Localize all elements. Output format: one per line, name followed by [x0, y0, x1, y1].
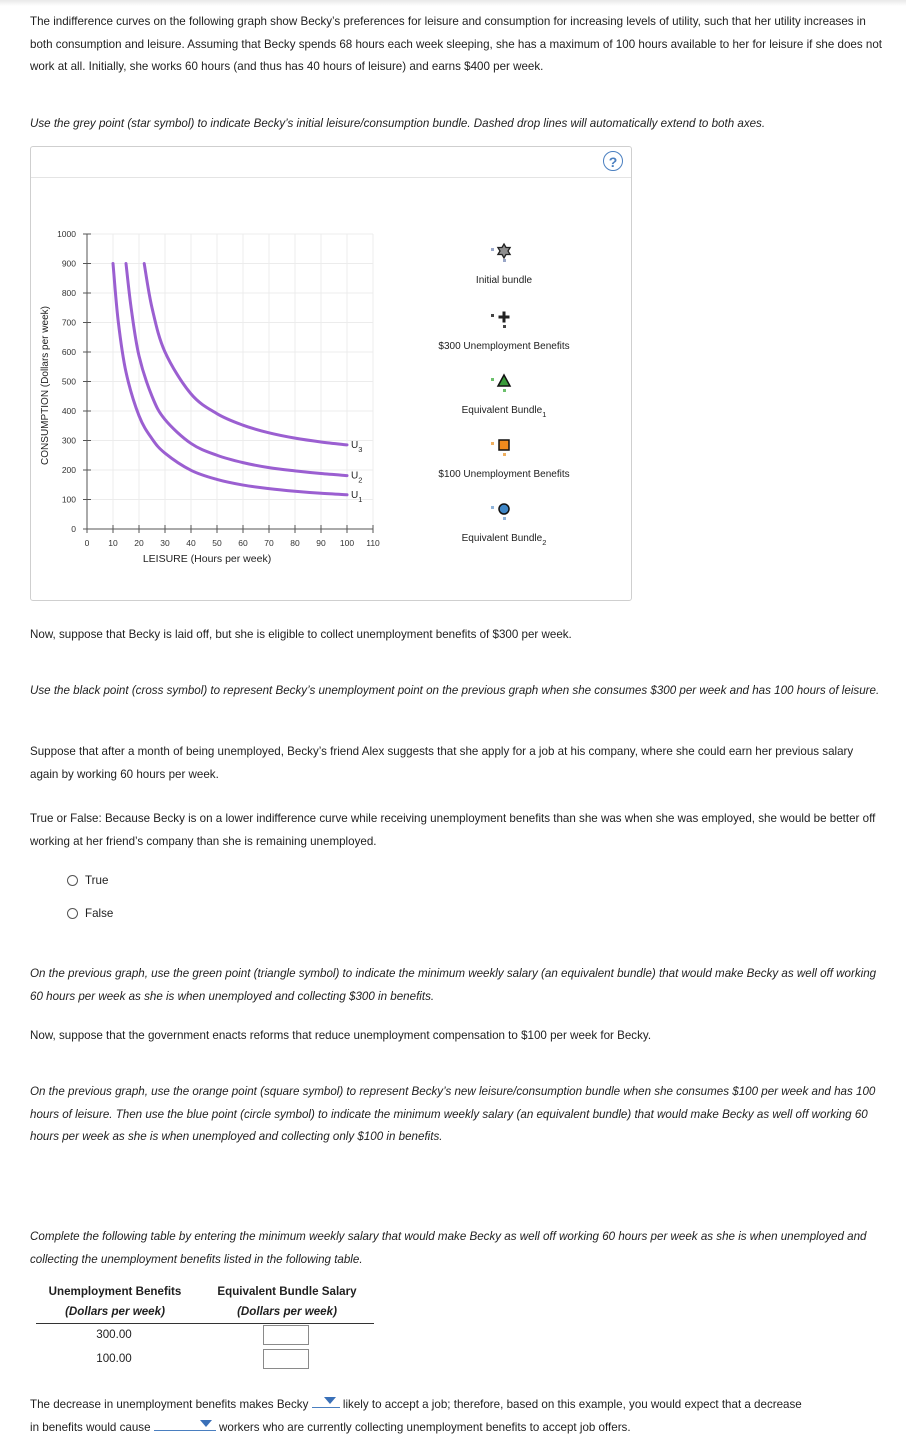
chevron-down-icon: [200, 1420, 212, 1427]
palette-tag-mark: [503, 325, 506, 328]
radio-true[interactable]: [67, 874, 108, 887]
y-tick-label: 200: [61, 465, 76, 475]
instruction-orange-blue-points: On the previous graph, use the orange point (square symbol) to represent Becky’s new leisure/consumption bundle when she consumes $100 per week and has 100 hours of leisure. Then use the blue point (circle symbol) to indicate the minimum weekly salary (an equivalent bundle) that would make Becky as well off working 60 hours per week as she is when unemployed and collecting only $100 in benefits.: [30, 1085, 876, 1143]
intro-text: The indifference curves on the following graph show Becky’s preferences for leisure and consumption for increasing levels of utility, such that her utility increases in both consumption and leisure. Assuming that Becky spends 68 hours each week sleeping, she has a maximum of 100 hours available to her for leisure if she does not work at all. Initially, she works 60 hours (and thus has 40 hours of leisure) and earns $400 per week.: [30, 15, 882, 73]
table-divider: [36, 1323, 374, 1324]
chevron-down-icon: [324, 1397, 336, 1404]
conclusion-text: [30, 1394, 882, 1439]
x-tick-label: 30: [160, 538, 170, 548]
star-icon: [498, 244, 510, 258]
graph-panel: [30, 146, 632, 601]
table-header-salary: [204, 1282, 370, 1322]
palette-cross-tool[interactable]: [491, 312, 510, 329]
triangle-icon: [498, 375, 510, 386]
worker-effect-dropdown[interactable]: [154, 1418, 216, 1431]
x-tick-label: 0: [84, 538, 90, 548]
y-tick-label: 600: [61, 347, 76, 357]
friend-offer-text: Suppose that after a month of being unemployed, Becky’s friend Alex suggests that she apply for a job at his company, where she could earn her previous salary again by working 60 hours per week.: [30, 745, 854, 781]
laid-off-text: Now, suppose that Becky is laid off, but she is eligible to collect unemployment benefits of $300 per week.: [30, 628, 572, 641]
square-icon: [499, 440, 509, 450]
indifference-curve-u2[interactable]: [126, 264, 347, 476]
x-axis-label: LEISURE (Hours per week): [142, 553, 272, 565]
palette-label: $100 Unemployment Benefits: [438, 469, 570, 480]
y-tick-label: 700: [61, 317, 76, 328]
top-shadow: [0, 0, 906, 6]
circle-icon: [499, 504, 509, 514]
y-tick-label: 500: [61, 376, 76, 387]
x-tick-label: 20: [134, 538, 144, 548]
palette-tag-mark: [491, 314, 494, 317]
table-header-salary-unit: (Dollars per week): [237, 1305, 337, 1318]
conclusion-part-c: in benefits would cause: [30, 1420, 151, 1434]
palette-triangle-tool[interactable]: [491, 375, 510, 392]
palette-tag-mark: [503, 517, 506, 520]
cross-icon: [499, 312, 510, 323]
instruction-table: Complete the following table by entering the minimum weekly salary that would make Becky as well off working 60 hours per week as she is when unemployed and collecting the unemployment benefits listed in the following table.: [30, 1230, 867, 1266]
palette-tag-mark: [503, 389, 506, 392]
conclusion-part-d: workers who are currently collecting unemployment benefits to accept job offers.: [219, 1420, 631, 1434]
palette-label: Initial bundle: [475, 275, 533, 286]
curve-label-u3: $U_3$: [351, 439, 363, 454]
conclusion-part-a: The decrease in unemployment benefits makes Becky: [30, 1398, 309, 1411]
radio-false[interactable]: [67, 907, 113, 920]
curve-label-u1: $U_1$: [351, 489, 363, 504]
y-tick-label: 0: [71, 524, 76, 534]
table-header-salary-title: Equivalent Bundle Salary: [217, 1285, 357, 1298]
x-tick-label: 110: [366, 538, 380, 548]
table-header-benefits: [36, 1282, 194, 1322]
x-tick-label: 70: [264, 538, 274, 548]
x-tick-label: 40: [186, 538, 196, 548]
x-tick-label: 10: [108, 538, 118, 548]
curve-label-u2: $U_2$: [351, 470, 363, 485]
y-axis-label: CONSUMPTION (Dollars per week): [40, 306, 51, 465]
x-tick-label: 90: [316, 538, 326, 548]
palette-tag-mark: [491, 248, 494, 251]
conclusion-part-b: likely to accept a job; therefore, based on this example, you would expect that a decrease: [342, 1398, 802, 1411]
radio-false-circle[interactable]: [67, 908, 78, 919]
x-tick-label: 60: [238, 538, 248, 548]
x-tick-label: 50: [212, 538, 222, 548]
y-tick-label: 1000: [57, 229, 76, 239]
table-row-benefit: 100.00: [96, 1352, 132, 1365]
palette-tag-mark: [503, 453, 506, 456]
palette-label: Equivalent Bundle$_1$: [461, 405, 547, 419]
radio-true-circle[interactable]: [67, 875, 78, 886]
radio-true-label: True: [85, 874, 109, 887]
y-tick-label: 900: [61, 258, 76, 269]
palette-label: $300 Unemployment Benefits: [438, 341, 570, 352]
y-tick-label: 400: [61, 406, 76, 416]
instruction-equivalent-bundle-1: On the previous graph, use the green point (triangle symbol) to indicate the minimum weekly salary (an equivalent bundle) that would make Becky as well off working 60 hours per week as she is when unemployed and collecting $300 in benefits.: [30, 967, 877, 1003]
y-tick-label: 100: [61, 494, 76, 505]
palette-square-tool[interactable]: [491, 440, 509, 456]
y-tick-label: 800: [61, 288, 76, 298]
palette-tag-mark: [491, 378, 494, 381]
instruction-unemployment-point: Use the black point (cross symbol) to represent Becky’s unemployment point on the previous graph when she consumes $300 per week and has 100 hours of leisure.: [30, 684, 880, 697]
table-header-benefits-unit: (Dollars per week): [65, 1305, 165, 1318]
palette-tag-mark: [491, 506, 494, 509]
help-icon[interactable]: ?: [603, 151, 623, 171]
palette-tag-mark: [503, 259, 506, 262]
y-tick-label: 300: [61, 435, 76, 446]
indifference-curve-chart[interactable]: [31, 147, 631, 600]
true-false-question: True or False: Because Becky is on a lower indifference curve while receiving unemployment benefits than she was when she was employed, she would be better off working at her friend’s company than she is remaining unemployed.: [30, 812, 876, 848]
palette-label: Equivalent Bundle$_2$: [461, 533, 547, 547]
palette-tag-mark: [491, 442, 494, 445]
x-tick-label: 80: [290, 538, 300, 548]
indifference-curve-u3[interactable]: [144, 264, 347, 445]
instruction-initial-bundle: Use the grey point (star symbol) to indicate Becky’s initial leisure/consumption bundle. Dashed drop lines will automatically extend to both axes.: [30, 117, 766, 130]
table-row-benefit: 300.00: [96, 1328, 132, 1341]
palette-star-tool[interactable]: [491, 244, 510, 262]
salary-input-100[interactable]: [263, 1349, 309, 1369]
table-header-benefits-title: Unemployment Benefits: [48, 1285, 182, 1298]
radio-false-label: False: [85, 907, 114, 920]
reform-text: Now, suppose that the government enacts reforms that reduce unemployment compensation to $100 per week for Becky.: [30, 1029, 652, 1042]
x-tick-label: 100: [339, 538, 355, 548]
palette-circle-tool[interactable]: [491, 504, 509, 520]
salary-input-300[interactable]: [263, 1325, 309, 1345]
likelihood-dropdown[interactable]: [312, 1395, 340, 1408]
